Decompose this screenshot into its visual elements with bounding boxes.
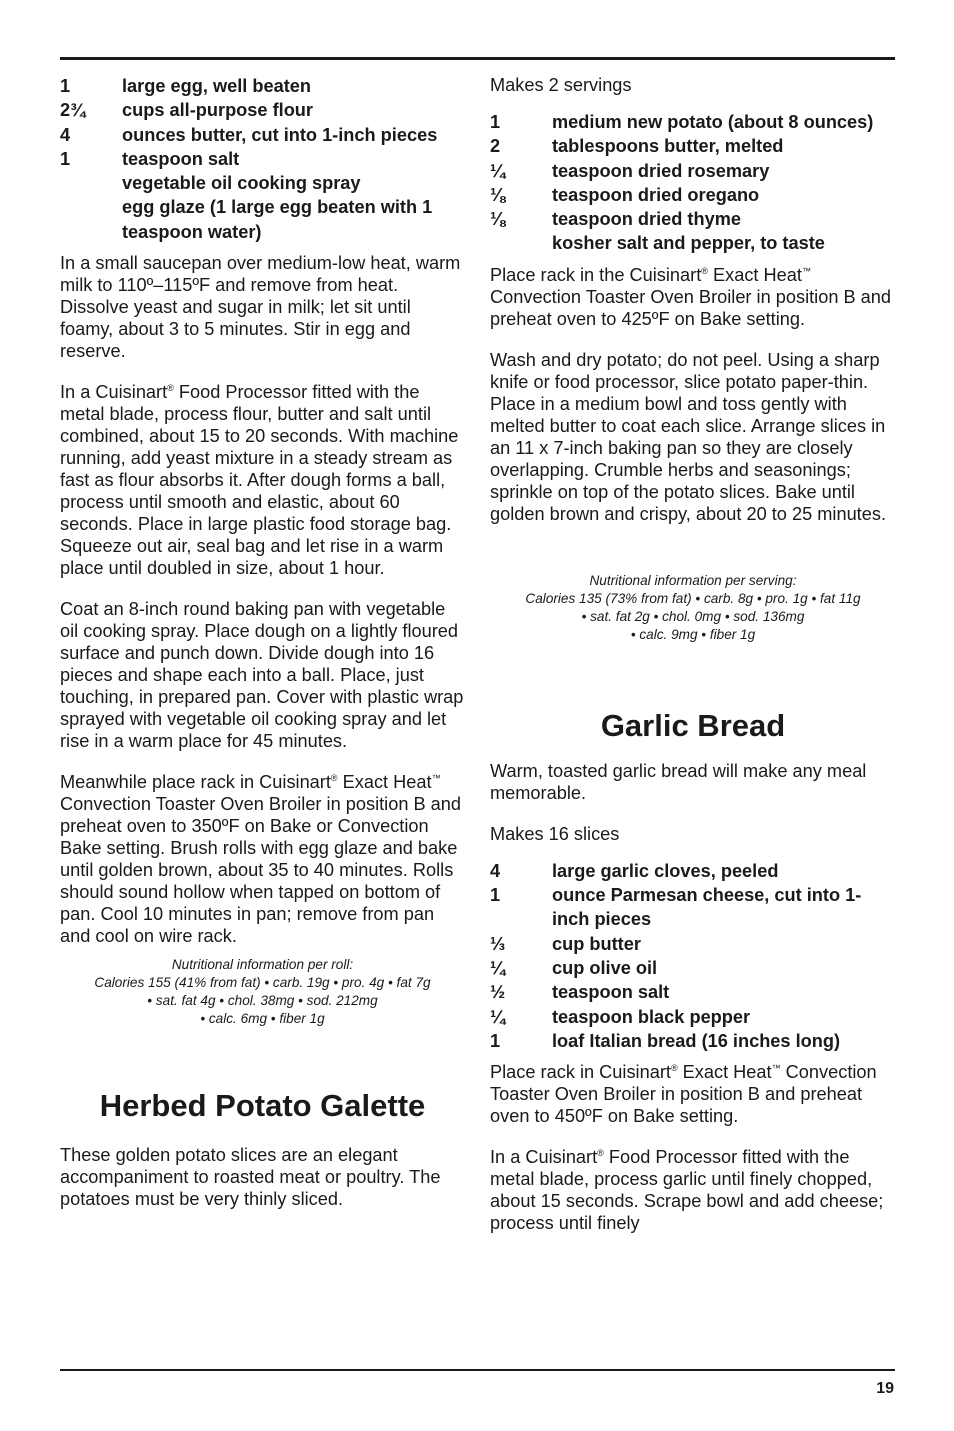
ingredient-item — [490, 956, 896, 980]
ingredient-text: ounces butter, cut into 1-inch pieces — [122, 124, 438, 145]
ingredient-quantity: 4 — [60, 124, 71, 145]
ingredient-quantity: 2¾ — [60, 100, 86, 121]
ingredient-item — [490, 1029, 896, 1053]
ingredient-item — [490, 134, 896, 158]
right-column — [490, 74, 896, 1253]
ingredient-text: cup olive oil — [552, 957, 658, 978]
recipe-title-herbed-potato-galette: Herbed Potato Galette — [99, 1088, 426, 1124]
nutrition-line: Calories 135 (73% from fat) • carb. 8g • pro. 1g • fat 11g — [525, 590, 861, 606]
ingredient-text: kosher salt and pepper, to taste — [552, 233, 825, 254]
ingredient-text: cups all-purpose flour — [122, 100, 313, 121]
ingredient-quantity — [60, 195, 122, 244]
ingredient-quantity: ¼ — [490, 160, 506, 181]
ingredient-quantity: 1 — [490, 112, 501, 132]
step-warm-milk: In a small saucepan over medium-low heat, warm milk to 110º–115ºF and remove from heat. Dissolve yeast and sugar in milk; let sit until foamy, about 3 to 5 minutes. Stir in egg and reserve. — [60, 253, 461, 362]
top-rule — [60, 57, 895, 60]
ingredient-quantity: ⅓ — [490, 933, 506, 954]
ingredient-text: teaspoon dried oregano — [552, 184, 760, 205]
galette-step-slice-bake: Wash and dry potato; do not peel. Using a sharp knife or food processor, slice potato paper-thin. Place in a medium bowl and toss gently with melted butter to coat each slice. Arrange slices in an 11 x 7-inch baking pan so they are closely overlapping. Crumble herbs and seasonings; sprinkle on top of the potato slices. Bake until golden brown and crispy, about 20 to 25 minutes. — [490, 349, 886, 524]
ingredient-item — [60, 147, 465, 171]
recipe-title-garlic-bread: Garlic Bread — [600, 707, 786, 743]
nutrition-info-rolls — [60, 956, 465, 1028]
ingredient-text: tablespoons butter, melted — [552, 136, 784, 157]
ingredient-text: teaspoon dried rosemary — [552, 160, 770, 181]
step-shape-rolls: Coat an 8-inch round baking pan with vegetable oil cooking spray. Place dough on a lightly floured surface and punch down. Divide dough into 16 pieces and shape each into a ball. Place, just touching, in prepared pan. Cover with plastic wrap sprayed with vegetable oil cooking spray and let rise in a warm place for 45 minutes. — [60, 599, 464, 752]
galette-step-preheat: Place rack in the Cuisinart® Exact Heat™ Convection Toaster Oven Broiler in position B and preheat oven to 425ºF on Bake setting. — [490, 264, 892, 329]
garlic-step-process: In a Cuisinart® Food Processor fitted with the metal blade, process garlic until finely chopped, about 15 seconds. Scrape bowl and add cheese; process until finely — [490, 1147, 884, 1234]
ingredient-text: vegetable oil cooking spray — [122, 173, 361, 194]
ingredient-item — [490, 859, 896, 883]
nutrition-info-galette — [490, 572, 896, 644]
ingredient-text: loaf Italian bread (16 inches long) — [552, 1030, 841, 1051]
ingredient-quantity: 1 — [490, 885, 501, 906]
ingredient-text: teaspoon salt — [552, 982, 670, 1003]
ingredient-quantity: ¼ — [490, 957, 506, 978]
ingredient-item — [490, 159, 896, 183]
ingredient-quantity: ½ — [490, 982, 506, 1003]
ingredient-item — [60, 74, 465, 98]
ingredient-text: cup butter — [552, 933, 641, 954]
nutrition-line: • calc. 9mg • fiber 1g — [630, 626, 756, 642]
dinner-rolls-ingredient-list — [60, 74, 465, 244]
garlic-step-preheat: Place rack in Cuisinart® Exact Heat™ Convection Toaster Oven Broiler in position B and preheat oven to 450ºF on Bake setting. — [490, 1062, 877, 1127]
galette-servings: Makes 2 servings — [490, 75, 632, 95]
ingredient-quantity — [490, 231, 552, 255]
ingredient-item — [490, 207, 896, 231]
nutrition-line: • sat. fat 4g • chol. 38mg • sod. 212mg — [147, 993, 378, 1009]
garlic-bread-ingredient-list — [490, 859, 896, 1053]
ingredient-quantity: ⅛ — [490, 184, 506, 205]
step-bake-rolls: Meanwhile place rack in Cuisinart® Exact Heat™ Convection Toaster Oven Broiler in position B and preheat oven to 350ºF on Bake or Convection Bake setting. Brush rolls with egg glaze and bake until golden brown, about 35 to 40 minutes. Rolls should sound hollow when tapped on bottom of pan. Cool 10 minutes in pan; remove from pan and cool on wire rack. — [60, 772, 462, 947]
galette-ingredient-list — [490, 110, 896, 256]
step-process-dough: In a Cuisinart® Food Processor fitted with the metal blade, process flour, butter and salt until combined, about 15 to 20 seconds. With machine running, add yeast mixture in a steady stream as fast as flour absorbs it. After dough forms a ball, process until smooth and elastic, about 60 seconds. Place in large plastic food storage bag. Squeeze out air, seal bag and let rise in a warm place until doubled in size, about 1 hour. — [60, 382, 459, 579]
ingredient-text: large egg, well beaten — [122, 76, 312, 96]
ingredient-text: egg glaze (1 large egg beaten with 1 teaspoon water) — [122, 197, 433, 242]
ingredient-quantity: 1 — [60, 76, 71, 96]
nutrition-title: Nutritional information per roll: — [171, 957, 354, 973]
nutrition-line: • calc. 6mg • fiber 1g — [200, 1011, 325, 1027]
ingredient-item — [60, 123, 465, 147]
ingredient-text: teaspoon dried thyme — [552, 209, 741, 230]
ingredient-item — [490, 883, 896, 932]
ingredient-quantity — [60, 171, 122, 195]
ingredient-text: large garlic cloves, peeled — [552, 860, 779, 881]
ingredient-item — [490, 1005, 896, 1029]
galette-intro: These golden potato slices are an elegant accompaniment to roasted meat or poultry. The potatoes must be very thinly sliced. — [60, 1145, 441, 1210]
ingredient-quantity: 1 — [490, 1030, 501, 1051]
ingredient-quantity: 4 — [490, 860, 501, 881]
ingredient-text: teaspoon black pepper — [552, 1006, 751, 1027]
ingredient-item — [490, 231, 896, 255]
ingredient-quantity: 2 — [490, 136, 501, 157]
ingredient-item — [60, 171, 465, 195]
ingredient-item — [60, 98, 465, 122]
ingredient-text: medium new potato (about 8 ounces) — [552, 112, 874, 132]
ingredient-text: teaspoon salt — [122, 148, 240, 169]
ingredient-item — [60, 195, 465, 244]
ingredient-item — [490, 110, 896, 134]
ingredient-quantity: 1 — [60, 148, 71, 169]
bottom-rule — [60, 1369, 895, 1371]
ingredient-item — [490, 183, 896, 207]
ingredient-item — [490, 932, 896, 956]
ingredient-quantity: ¼ — [490, 1006, 506, 1027]
garlic-intro: Warm, toasted garlic bread will make any meal memorable. — [490, 760, 867, 803]
garlic-servings: Makes 16 slices — [490, 823, 620, 844]
ingredient-item — [490, 980, 896, 1004]
ingredient-quantity: ⅛ — [490, 209, 506, 230]
nutrition-line: • sat. fat 2g • chol. 0mg • sod. 136mg — [581, 608, 805, 624]
nutrition-title: Nutritional information per serving: — [589, 572, 797, 588]
page-number: 19 — [876, 1380, 894, 1397]
left-column — [60, 74, 465, 1229]
ingredient-text: ounce Parmesan cheese, cut into 1-inch pieces — [552, 885, 862, 930]
nutrition-line: Calories 155 (41% from fat) • carb. 19g • pro. 4g • fat 7g — [94, 975, 431, 991]
